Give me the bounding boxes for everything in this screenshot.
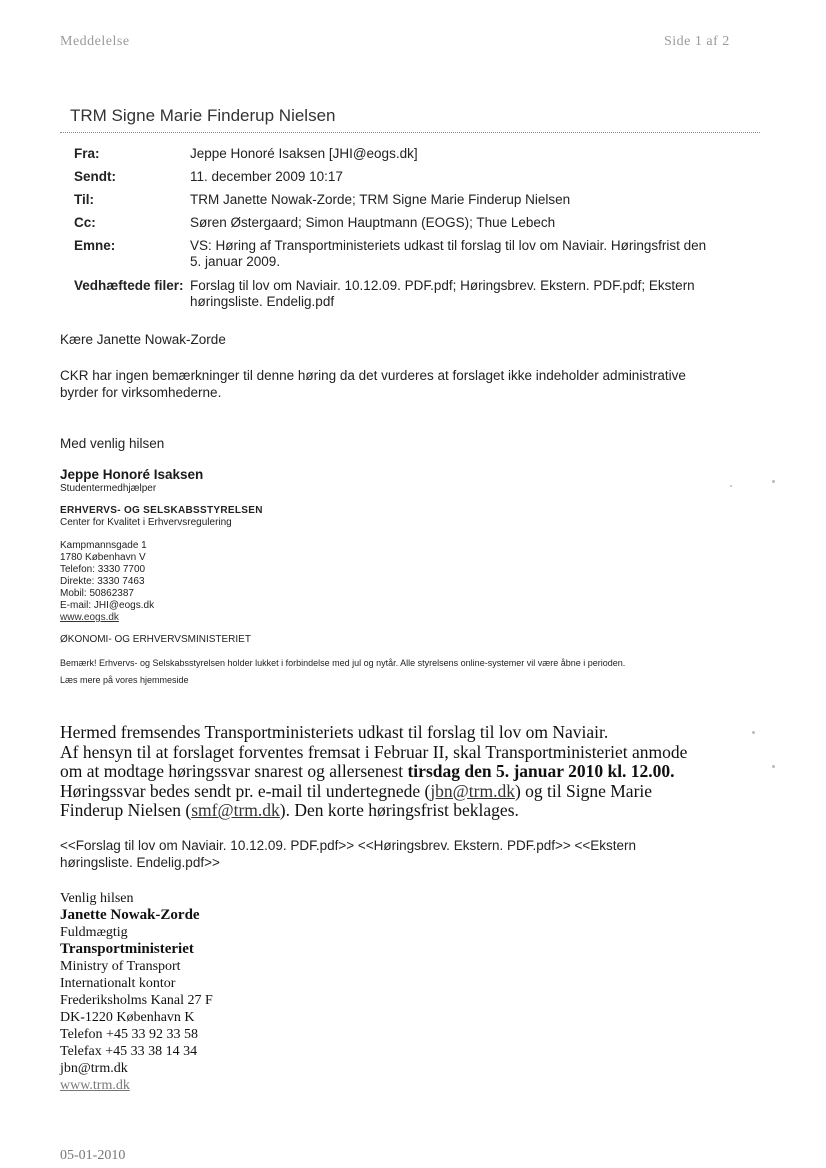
address-line: Mobil: 50862387	[60, 588, 134, 599]
forward-text: om at modtage høringssvar snarest og allersenest	[60, 761, 408, 781]
field-value: Jeppe Honoré Isaksen [JHI@eogs.dk]	[190, 146, 418, 161]
attachment-list[interactable]: Forslag til lov om Naviair. 10.12.09. PDF.pdf; Høringsbrev. Ekstern. PDF.pdf; Ekstern høringsliste. Endelig.pdf	[190, 278, 695, 309]
signature-line: Ministry of Transport	[60, 959, 181, 974]
address-line: E-mail: JHI@eogs.dk	[60, 600, 155, 611]
field-value: Søren Østergaard; Simon Hauptmann (EOGS); Thue Lebech	[190, 215, 556, 230]
scan-speck	[772, 765, 775, 768]
forward-text: Høringssvar bedes sendt pr. e-mail til undertegnede (	[60, 780, 431, 801]
page-header-left: Meddelelse	[60, 34, 130, 49]
forward-line	[60, 801, 760, 821]
sender-org-sub: Center for Kvalitet i Erhvervsregulering	[60, 517, 232, 528]
attachment-references	[60, 837, 760, 871]
divider	[60, 132, 760, 133]
signature-name: Janette Nowak-Zorde	[60, 907, 200, 923]
closing: Med venlig hilsen	[60, 436, 165, 451]
reply-body: CKR har ingen bemærkninger til denne høring da det vurderes at forslaget ikke indeholder administrative byrder for virksomhederne.	[60, 368, 686, 400]
field-label: Til:	[74, 192, 94, 207]
signature-line: DK-1220 København K	[60, 1010, 195, 1025]
field-value: 11. december 2009 10:17	[190, 169, 343, 184]
signature-line: Internationalt kontor	[60, 976, 176, 991]
attachment-ref-line[interactable]: <<Forslag til lov om Naviair. 10.12.09. PDF.pdf>> <<Høringsbrev. Ekstern. PDF.pdf>> <<Ekstern	[60, 838, 637, 853]
scan-speck	[772, 480, 775, 483]
signature-title: Fuldmægtig	[60, 925, 128, 940]
field-label: Vedhæftede filer:	[74, 278, 184, 293]
field-label: Fra:	[74, 146, 100, 161]
sender-address	[60, 540, 154, 624]
field-label: Cc:	[74, 215, 96, 230]
field-value: VS: Høring af Transportministeriets udkast til forslag til lov om Naviair. Høringsfrist den 5. januar 2009.	[190, 238, 707, 269]
forward-text: ). Den korte høringsfrist beklages.	[279, 800, 519, 820]
sender-title: Studentermedhjælper	[60, 483, 157, 494]
address-line: Direkte: 3330 7463	[60, 576, 145, 587]
mailbox-title: TRM Signe Marie Finderup Nielsen	[70, 106, 336, 125]
sender-org: ERHVERVS- OG SELSKABSSTYRELSEN	[60, 505, 263, 516]
email-link-smf[interactable]: smf@trm.dk	[191, 800, 280, 820]
field-value: TRM Janette Nowak-Zorde; TRM Signe Marie Finderup Nielsen	[190, 192, 571, 207]
signature-line: Telefon +45 33 92 33 58	[60, 1027, 198, 1042]
page-number: Side 1 af 2	[664, 34, 730, 49]
signature-website[interactable]: www.trm.dk	[60, 1078, 130, 1093]
signature-line: Frederiksholms Kanal 27 F	[60, 993, 213, 1008]
field-label: Sendt:	[74, 169, 116, 184]
signature-line: Telefax +45 33 38 14 34	[60, 1044, 198, 1059]
notice-link: Læs mere på vores hjemmeside	[60, 675, 189, 685]
deadline: tirsdag den 5. januar 2010 kl. 12.00.	[407, 761, 675, 781]
address-line: 1780 København V	[60, 552, 146, 563]
website-link[interactable]: www.eogs.dk	[60, 612, 119, 623]
forward-line: Af hensyn til at forslaget forventes fremsat i Februar II, skal Transportministeriet anmode	[60, 741, 688, 762]
field-label: Emne:	[74, 238, 116, 253]
sender-name: Jeppe Honoré Isaksen	[60, 467, 204, 482]
signature-closing: Venlig hilsen	[60, 891, 134, 906]
email-link-jbn[interactable]: jbn@trm.dk	[430, 780, 515, 801]
holiday-notice: Bemærk! Erhvervs- og Selskabsstyrelsen holder lukket i forbindelse med jul og nytår. Alle styrelsens online-systemer vil være åbne i perioden.	[60, 658, 626, 668]
forwarded-body	[60, 723, 760, 821]
scan-speck	[752, 731, 755, 734]
scan-speck	[730, 485, 732, 487]
address-line: Telefon: 3330 7700	[60, 564, 146, 575]
greeting: Kære Janette Nowak-Zorde	[60, 332, 226, 347]
forward-line: Hermed fremsendes Transportministeriets udkast til forslag til lov om Naviair.	[60, 722, 609, 742]
attachment-ref-line[interactable]: høringsliste. Endelig.pdf>>	[60, 855, 220, 870]
ministry-name: ØKONOMI- OG ERHVERVSMINISTERIET	[60, 634, 251, 645]
address-line: Kampmannsgade 1	[60, 540, 147, 551]
forward-line	[60, 762, 760, 782]
signature-email[interactable]: jbn@trm.dk	[60, 1061, 128, 1076]
signature-org: Transportministeriet	[60, 941, 194, 957]
footer-date: 05-01-2010	[60, 1148, 126, 1163]
forward-text: ) og til Signe Marie	[514, 780, 653, 801]
forward-line	[60, 782, 760, 802]
forward-text: Finderup Nielsen (	[60, 800, 192, 820]
forward-signature	[60, 890, 213, 1094]
